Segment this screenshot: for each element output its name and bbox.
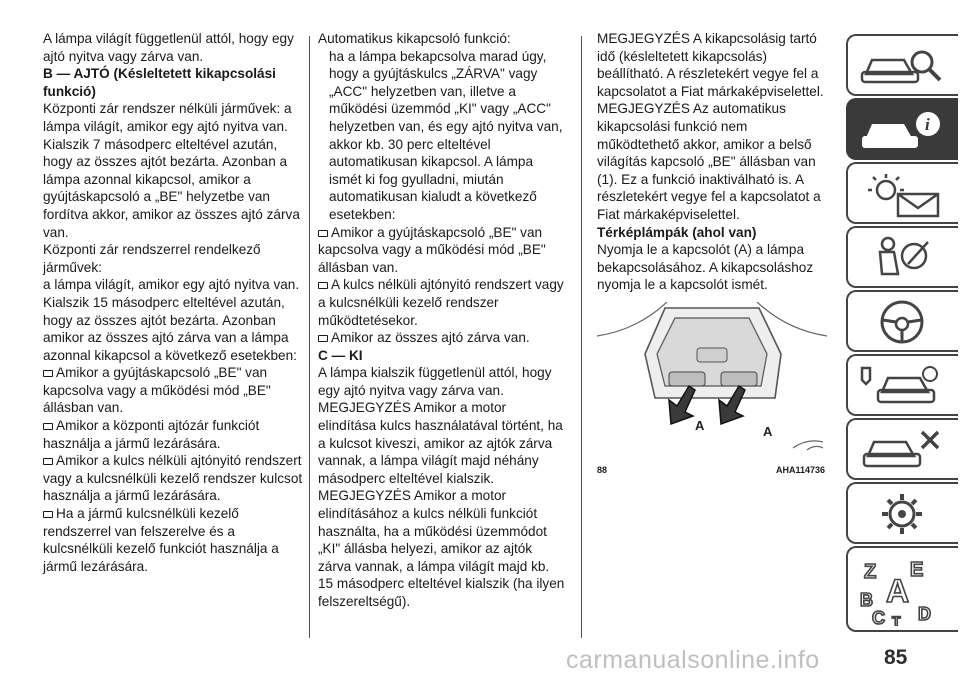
steering-wheel-icon bbox=[858, 298, 948, 346]
column-divider bbox=[309, 36, 310, 638]
paragraph: ha a lámpa bekapcsolva marad úgy, hogy a gyújtáskulcs „ZÁRVA" vagy „ACC" helyzetben van, illetve a működési üzemmód „KI" vagy „ACC" helyzetben van, és egy ajtó nyitva van, akkor kb. 30 perc elteltével automatikusan kikapcsol. A lámpa ismét ki fog gyulladni, miután automatikusan kialudt a következő esetekben: bbox=[329, 48, 563, 222]
bullet-item: Amikor a központi ajtózár funkciót használja a jármű lezárására. bbox=[43, 417, 305, 452]
bullet-item: Amikor a kulcs nélküli ajtónyitó rendszert vagy a kulcsnélküli kezelő rendszer kulcsot használja a jármű lezárására. bbox=[43, 452, 305, 505]
paragraph: A lámpa világít függetlenül attól, hogy egy ajtó nyitva vagy zárva van. bbox=[43, 31, 294, 64]
watermark: carmanualsonline.info bbox=[566, 646, 820, 674]
section-heading: B — AJTÓ (Késleltetett kikapcsolási funkció) bbox=[43, 66, 276, 99]
paragraph: Automatikus kikapcsoló funkció: bbox=[318, 31, 511, 46]
svg-text:Z: Z bbox=[864, 561, 877, 583]
text-column-3 bbox=[597, 30, 829, 294]
tab-technical-data[interactable] bbox=[846, 482, 958, 544]
paragraph: MEGJEGYZÉS Amikor a motor elindításához a kulcs nélküli funkciót használta, ha a működési üzemmódot „KI" állásba helyezi, amikor az ajtók zárva vannak, a lámpa világít majd kb. 15 másodperc elteltével kialszik (ha ilyen felszereltségű). bbox=[318, 488, 565, 609]
svg-text:E: E bbox=[910, 559, 924, 581]
svg-text:T: T bbox=[892, 613, 901, 626]
callout-label-a: A bbox=[763, 424, 773, 439]
car-info-icon bbox=[858, 106, 948, 154]
svg-text:B: B bbox=[860, 590, 873, 610]
column-divider bbox=[581, 36, 582, 638]
figure-number: 88 bbox=[597, 465, 608, 475]
paragraph: MEGJEGYZÉS Az automatikus kikapcsolási funkció nem működtethető akkor, amikor a belső világítás kapcsoló „BE" állásban van (1). Ez a funkció inaktiválható is. A részletekért vegye fel a kapcsolatot a Fiat márkaképviselettel. bbox=[597, 101, 821, 222]
alphabetical-index-icon bbox=[858, 554, 948, 626]
car-search-icon bbox=[858, 42, 948, 90]
tab-safety[interactable] bbox=[846, 226, 958, 288]
bullet-item: A kulcs nélküli ajtónyitó rendszert vagy a kulcsnélküli kezelő rendszer működtetésekor. bbox=[318, 276, 568, 329]
text-column-1 bbox=[43, 30, 305, 575]
bullet-item: Amikor a gyújtáskapcsoló „BE" van kapcsolva vagy a működési mód „BE" állásban van. bbox=[43, 364, 305, 417]
airbag-seat-icon bbox=[858, 234, 948, 282]
car-service-tools-icon bbox=[858, 426, 948, 474]
tab-car-search[interactable] bbox=[846, 34, 958, 96]
callout-label-a: A bbox=[695, 418, 705, 433]
car-breakdown-icon bbox=[858, 362, 948, 410]
paragraph: Nyomja le a kapcsolót (A) a lámpa bekapcsolásához. A kikapcsoláshoz nyomja le a kapcsolót ismét. bbox=[597, 242, 814, 293]
tab-starting-driving[interactable] bbox=[846, 290, 958, 352]
bullet-item: Ha a jármű kulcsnélküli kezelő rendszerrel van felszerelve és a kulcsnélküli kezelő funkciót használja a jármű lezárására. bbox=[43, 505, 305, 575]
paragraph: Központi zár rendszer nélküli járművek: a lámpa világít, amikor egy ajtó nyitva van. Kialszik 7 másodperc elteltével azután, hogy az összes ajtót bezárta. Azonban a lámpa azonnal kikapcsol, amikor a gyújtáskapcsoló a „BE" helyzetbe van fordítva akkor, amikor az összes ajtó zárva van. bbox=[43, 101, 300, 240]
bullet-item: Amikor az összes ajtó zárva van. bbox=[318, 329, 568, 347]
bullet-item: Amikor a gyújtáskapcsoló „BE" van kapcsolva vagy a működési mód „BE" állásban van. bbox=[318, 224, 568, 277]
svg-text:A: A bbox=[886, 573, 910, 609]
paragraph: A lámpa kialszik függetlenül attól, hogy egy ajtó nyitva vagy zárva van. bbox=[318, 365, 552, 398]
settings-gear-icon bbox=[858, 490, 948, 538]
paragraph: Központi zár rendszerrel rendelkező járművek: bbox=[43, 242, 261, 275]
tab-car-info[interactable] bbox=[846, 98, 958, 160]
section-heading: Térképlámpák (ahol van) bbox=[597, 224, 757, 240]
tab-maintenance[interactable] bbox=[846, 418, 958, 480]
paragraph: a lámpa világít, amikor egy ajtó nyitva van. Kialszik 15 másodperc elteltével azután, hogy az összes ajtót bezárta. Azonban amikor az összes ajtó zárva van a lámpa azonnal kikapcsol a következő esetekben: bbox=[43, 277, 300, 363]
paragraph: MEGJEGYZÉS Amikor a motor elindítása kulcs használatával történt, ha a kulcsot kiveszi, amikor az ajtók zárva vannak, a lámpa világít majd néhány másodperc elteltével kialszik. bbox=[318, 400, 563, 486]
section-heading: C — KI bbox=[318, 347, 363, 363]
page-number: 85 bbox=[884, 646, 908, 669]
svg-text:C: C bbox=[872, 608, 885, 626]
map-lamp-illustration bbox=[597, 302, 827, 486]
svg-text:D: D bbox=[918, 604, 931, 624]
svg-text:i: i bbox=[925, 115, 930, 134]
text-column-2 bbox=[318, 30, 568, 611]
warning-light-mail-icon bbox=[858, 170, 948, 218]
paragraph: MEGJEGYZÉS A kikapcsolásig tartó idő (késleltetett kikapcsolás) beállítható. A részletekért vegye fel a kapcsolatot a Fiat márkaképviselettel. bbox=[597, 31, 824, 99]
tab-warning-lights[interactable] bbox=[846, 162, 958, 224]
figure-code: AHA114736 bbox=[775, 465, 825, 475]
tab-emergency[interactable] bbox=[846, 354, 958, 416]
tab-index[interactable] bbox=[846, 546, 958, 632]
